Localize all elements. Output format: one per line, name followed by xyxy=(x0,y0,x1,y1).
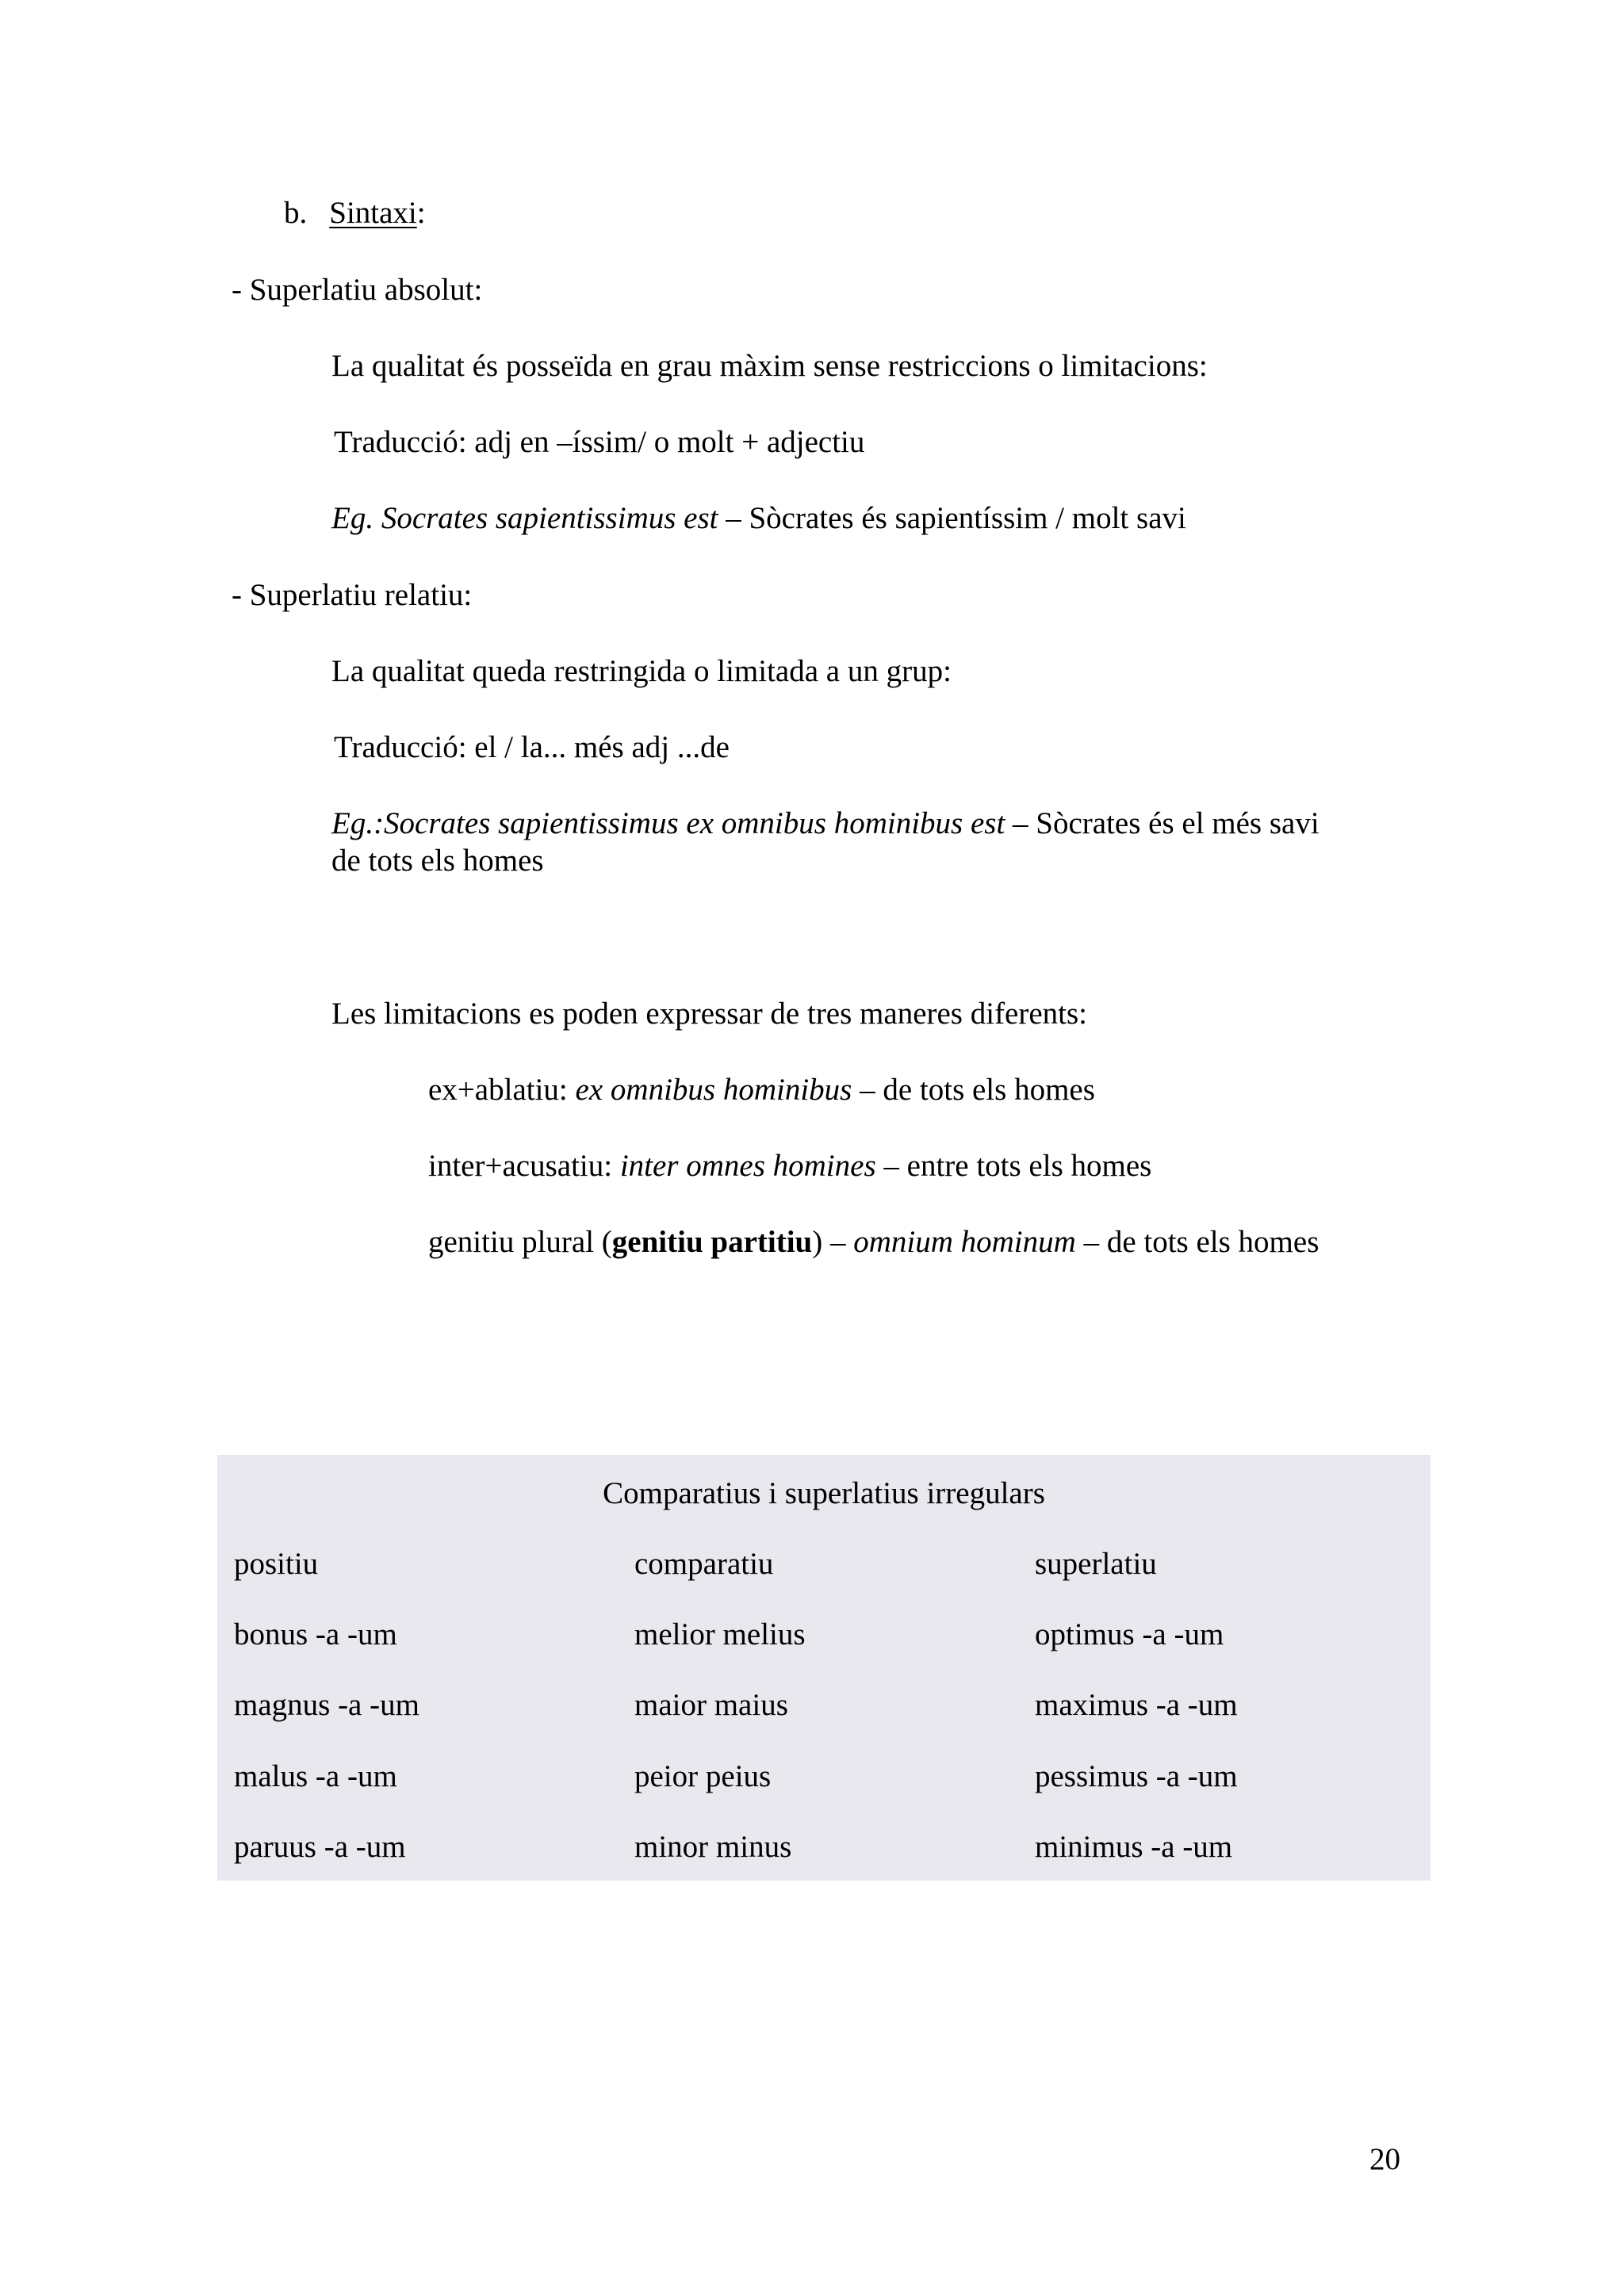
limitation-latin: omnium hominum xyxy=(853,1225,1076,1259)
absolute-example xyxy=(331,500,1186,538)
limitation-translation: – de tots els homes xyxy=(852,1073,1095,1107)
limitation-item xyxy=(428,1224,1319,1261)
table-cell: paruus -a -um xyxy=(234,1830,406,1864)
absolute-example-latin: Eg. Socrates sapientissimus est xyxy=(331,501,718,535)
limitation-prefix: ex+ablatiu: xyxy=(428,1073,576,1107)
section-heading xyxy=(284,195,426,232)
relative-example-translation: – Sòcrates és el més savi xyxy=(1005,806,1320,840)
column-header: comparatiu xyxy=(634,1547,774,1581)
limitation-prefix: inter+acusatiu: xyxy=(428,1149,620,1183)
relative-translation: Traducció: el / la... més adj ...de xyxy=(334,730,730,764)
list-marker: b. xyxy=(284,196,308,230)
absolute-description: La qualitat és posseïda en grau màxim sense restriccions o limitacions: xyxy=(331,349,1208,383)
absolute-example-translation: – Sòcrates és sapientíssim / molt savi xyxy=(718,501,1186,535)
relative-example-latin: Eg.:Socrates sapientissimus ex omnibus hominibus est xyxy=(331,806,1005,840)
table-cell: magnus -a -um xyxy=(234,1688,419,1722)
absolute-translation: Traducció: adj en –íssim/ o molt + adjectiu xyxy=(334,425,865,459)
limitation-translation: – de tots els homes xyxy=(1075,1225,1320,1259)
relative-example xyxy=(331,806,1320,843)
table-cell: bonus -a -um xyxy=(234,1617,397,1651)
absolute-superlative-label: - Superlatiu absolut: xyxy=(232,273,483,307)
table-cell: maior maius xyxy=(634,1688,788,1722)
relative-example-continuation: de tots els homes xyxy=(331,844,544,878)
page-number: 20 xyxy=(1369,2142,1400,2176)
section-colon: : xyxy=(416,196,426,230)
table-caption: Comparatius i superlatius irregulars xyxy=(603,1476,1045,1510)
table-cell: minimus -a -um xyxy=(1035,1830,1233,1864)
limitation-prefix: genitiu plural ( xyxy=(428,1225,612,1259)
limitation-latin: inter omnes homines xyxy=(619,1149,876,1183)
limitation-latin: ex omnibus hominibus xyxy=(575,1073,852,1107)
limitation-item xyxy=(428,1148,1151,1185)
table-cell: peior peius xyxy=(634,1759,772,1793)
column-header: positiu xyxy=(234,1547,319,1581)
limitations-intro: Les limitacions es poden expressar de tres maneres diferents: xyxy=(331,997,1088,1031)
table-cell: pessimus -a -um xyxy=(1035,1759,1238,1793)
limitation-item xyxy=(428,1072,1095,1109)
table-cell: melior melius xyxy=(634,1617,806,1651)
limitation-translation: – entre tots els homes xyxy=(875,1149,1152,1183)
relative-description: La qualitat queda restringida o limitada a un grup: xyxy=(331,654,952,688)
table-cell: malus -a -um xyxy=(234,1759,397,1793)
limitation-bold-term: genitiu partitiu xyxy=(611,1225,813,1259)
section-title: Sintaxi xyxy=(329,196,417,230)
column-header: superlatiu xyxy=(1035,1547,1157,1581)
limitation-connector: ) – xyxy=(812,1225,854,1259)
table-cell: maximus -a -um xyxy=(1035,1688,1238,1722)
relative-superlative-label: - Superlatiu relatiu: xyxy=(232,578,473,612)
irregular-forms-table xyxy=(217,1455,1431,1881)
table-cell: minor minus xyxy=(634,1830,792,1864)
table-cell: optimus -a -um xyxy=(1035,1617,1224,1651)
